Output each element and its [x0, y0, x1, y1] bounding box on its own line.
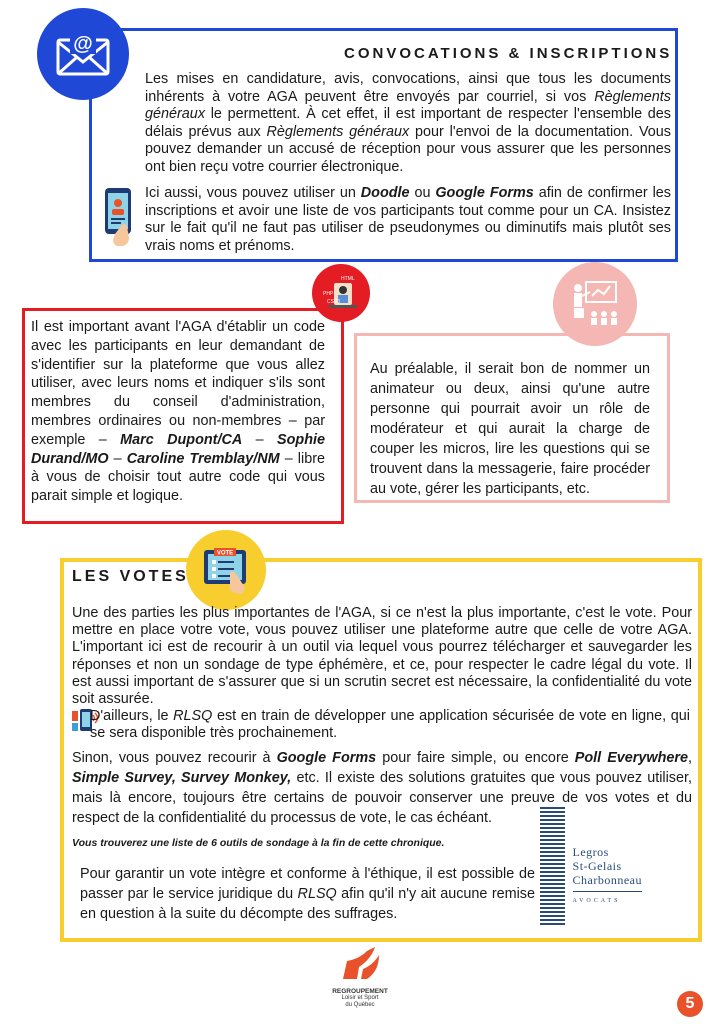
legros-logo-bars [540, 807, 565, 925]
php-label: PHP [323, 291, 334, 297]
votes-note: Vous trouverez une liste de 6 outils de sondage à la fin de cette chronique. [72, 837, 445, 849]
css3-label: CSS3 [327, 299, 341, 305]
legros-line-4: AVOCATS [573, 891, 642, 908]
identification-paragraph: Il est important avant l'AGA d'établir un code avec les participants en leur demandant de s'identifier sur la plateforme que vous allez utiliser, avec leurs noms et indiquer s'ils sont membres du conseil d'administration, membres ordinaires ou non-membres – par exemple – Marc Dupont/CA – Sophie Durand/MO – Caroline Tremblay/NM – libre à vous de choisir tout autre code qui vous parait simple et logique. [31, 319, 325, 505]
votes-paragraph-3: Sinon, vous pouvez recourir à Google Forms pour faire simple, ou encore Poll Everywhere, Simple Survey, Survey Monkey, etc. Il existe des solutions gratuites que vous pouvez utiliser, mais là encore, toujours être certains de pouvoir conserver une preuve de vos votes et du respect de la confidentialité du processus de vote, le cas échéant. [72, 750, 693, 826]
vote-icon-circle [186, 530, 266, 610]
inscriptions-paragraph: Ici aussi, vous pouvez utiliser un Doodle ou Google Forms afin de confirmer les inscriptions et avoir une liste de vos participants tout comme pour un CA. Insistez sur le fait qu'il ne faut pas utiliser de pseudonymes ou diminutifs mais plutôt ses vrais noms et prénoms. [145, 185, 671, 254]
legros-line-2: St-Gelais [572, 859, 622, 873]
email-icon-circle [37, 8, 129, 100]
votes-paragraph-4: Pour garantir un vote intègre et conforme à l'éthique, il est possible de passer par le service juridique du RLSQ afin qu'il n'y ait aucune remise en question à la suite du décompte des suffrages. [80, 866, 535, 922]
rlsq-flame-icon [337, 945, 383, 981]
legros-line-1: Legros [572, 845, 609, 859]
votes-heading: LES VOTES [72, 568, 189, 585]
rlsq-name: REGROUPEMENT [332, 988, 388, 995]
presentation-icon-circle [553, 262, 637, 346]
rlsq-sub-1: Loisir et Sport [341, 995, 379, 1001]
animateur-paragraph: Au préalable, il serait bon de nommer un animateur ou deux, ainsi qu'une autre personne qui pourrait avoir un rôle de modérateur et qui aurait la charge de couper les micros, lire les questions qui se trouvent dans la messagerie, faire procéder au vote, gérer les participants, etc. [370, 361, 650, 497]
presentation-icon [566, 278, 624, 330]
page-number: 5 [677, 991, 703, 1017]
convocations-paragraph: Les mises en candidature, avis, convocations, ainsi que tous les documents inhérents à votre AGA peuvent être envoyés par courriel, si vos Règlements généraux le permettent. À cet effet, il est important de respecter l'ensemble des délais prévus aux Règlements généraux pour l'envoi de la documentation. Vous pouvez demander un accusé de réception pour vous assurer que les personnes ont bien reçu votre courrier électronique. [145, 71, 671, 175]
developer-icon [319, 271, 363, 315]
legros-logo [540, 807, 642, 925]
developer-icon-circle [312, 264, 370, 322]
email-icon [56, 32, 110, 76]
votes-paragraph-1: Une des parties les plus importantes de l'AGA, si ce n'est la plus importante, c'est le vote. Pour mettre en place votre vote, vous pouvez utiliser une plateforme autre que celle de votre AGA. L'important ici est de recourir à un outil via lequel vous pourrez télécharger et sauvegarder les réponses et non un sondage de type éphémère, et ce, pour respecter le cadre légal du vote. Il est aussi important de s'assurer que si un scrutin secret est nécessaire, la confidentialité du vote soit assurée. [72, 605, 692, 708]
phone-profile-icon [101, 186, 137, 253]
convocations-heading: CONVOCATIONS & INSCRIPTIONS [344, 45, 673, 62]
svg-text:@: @ [73, 33, 93, 55]
vote-label: VOTE [216, 550, 234, 557]
html-label: HTML [341, 276, 355, 282]
legros-line-3: Charbonneau [572, 873, 642, 887]
rlsq-sub-2: du Québec [345, 1002, 375, 1008]
votes-paragraph-2: D'ailleurs, le RLSQ est en train de développer une application sécurisée de vote en ligne, qui se sera disponible très prochainement. [90, 708, 690, 742]
rlsq-logo [320, 945, 400, 1009]
vote-icon [200, 546, 252, 594]
